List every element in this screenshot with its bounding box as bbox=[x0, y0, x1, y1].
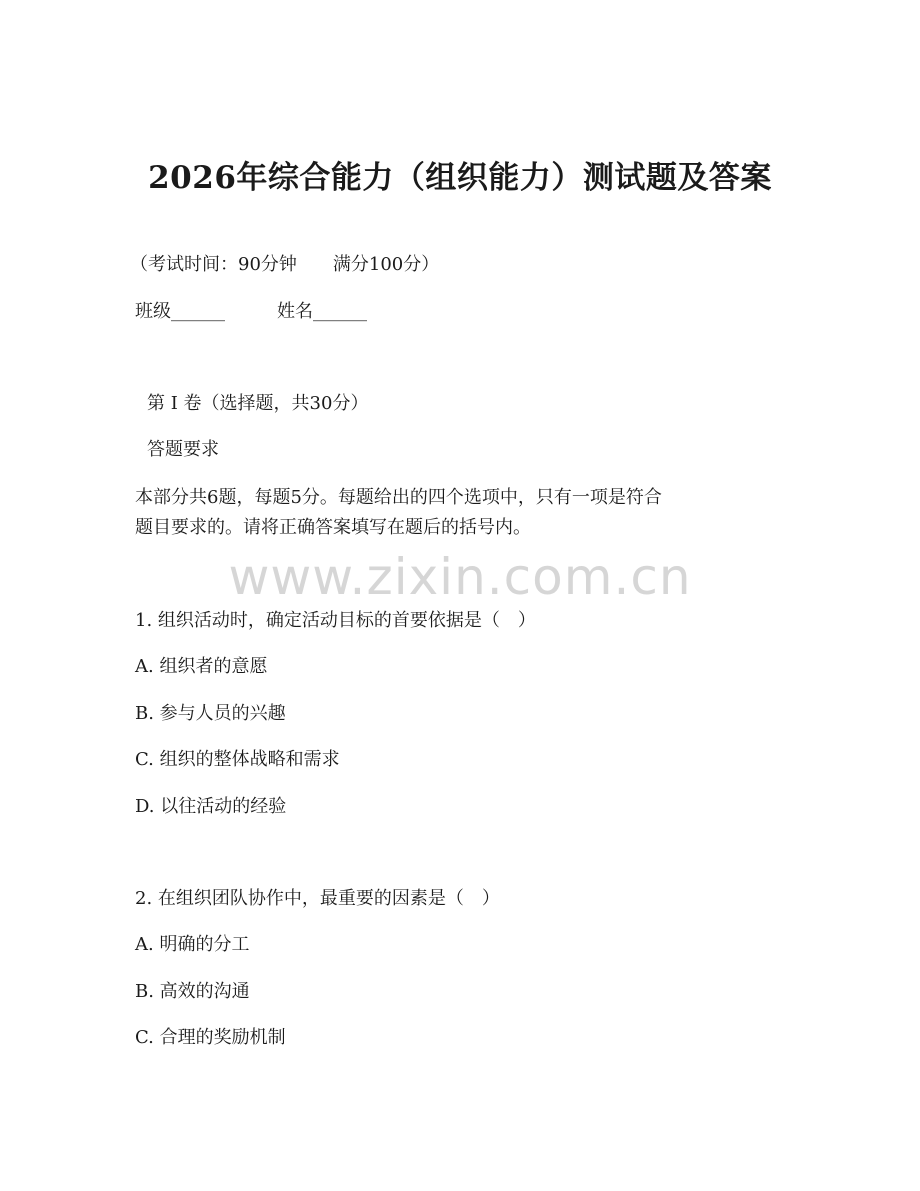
question-option: B. 参与人员的兴趣 bbox=[135, 703, 286, 724]
question-stem: 2. 在组织团队协作中，最重要的因素是（ ） bbox=[135, 888, 500, 909]
question-option: A. 明确的分工 bbox=[135, 934, 250, 955]
question-option: C. 组织的整体战略和需求 bbox=[135, 749, 340, 770]
instructions-line: 题目要求的。请将正确答案填写在题后的括号内。 bbox=[135, 517, 531, 538]
question-option: C. 合理的奖励机制 bbox=[135, 1027, 286, 1048]
question-stem: 1. 组织活动时，确定活动目标的首要依据是（ ） bbox=[135, 610, 536, 631]
instructions-line: 本部分共6题，每题5分。每题给出的四个选项中，只有一项是符合 bbox=[135, 487, 662, 508]
question-option: D. 以往活动的经验 bbox=[135, 796, 287, 817]
document-title: 2026年综合能力（组织能力）测试题及答案 bbox=[148, 160, 772, 196]
exam-info: （考试时间：90分钟 满分100分） bbox=[130, 254, 440, 275]
class-field: 班级______ bbox=[135, 301, 225, 322]
section-title: 第 I 卷（选择题，共30分） bbox=[147, 393, 369, 414]
question-option: A. 组织者的意愿 bbox=[135, 656, 268, 677]
requirements-title: 答题要求 bbox=[147, 439, 219, 460]
name-field: 姓名______ bbox=[277, 301, 367, 322]
watermark: www.zixin.com.cn bbox=[228, 548, 692, 606]
student-info-row bbox=[135, 300, 367, 324]
instructions-paragraph bbox=[135, 483, 785, 543]
question-option: B. 高效的沟通 bbox=[135, 981, 250, 1002]
